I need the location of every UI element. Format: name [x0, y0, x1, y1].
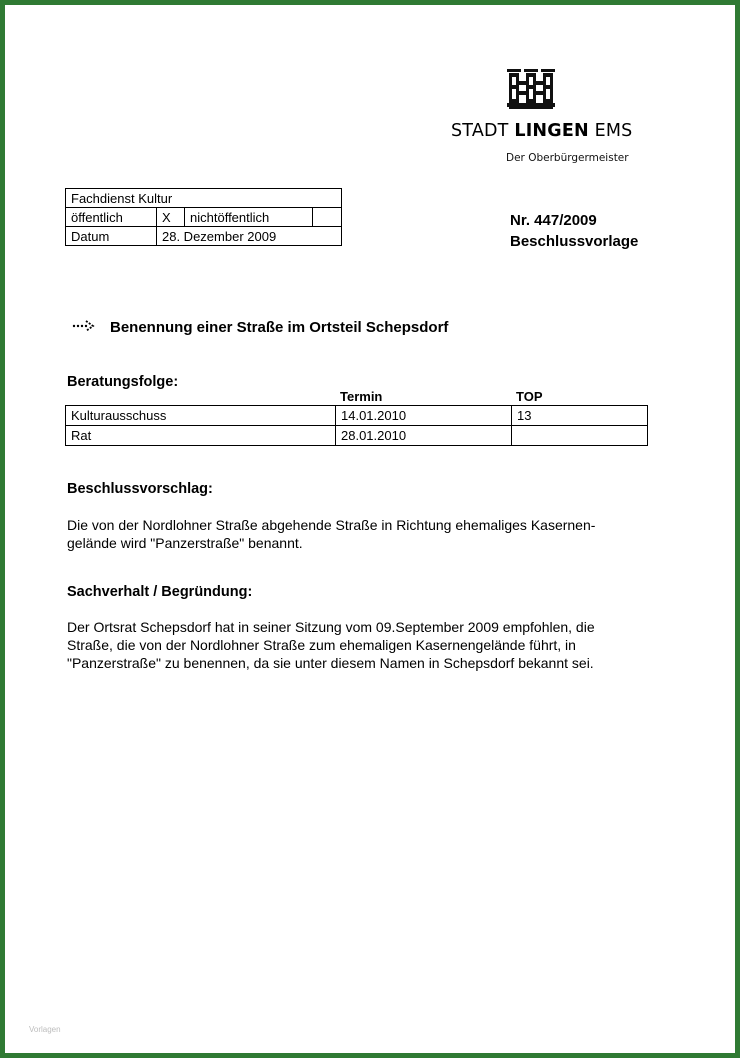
- date-cell: 28.01.2010: [336, 426, 512, 446]
- public-label-cell: öffentlich: [66, 208, 157, 227]
- proposal-line: gelände wird "Panzerstraße" benannt.: [67, 535, 303, 551]
- date-value-cell: 28. Dezember 2009: [157, 227, 342, 246]
- top-column-header: TOP: [516, 389, 543, 404]
- proposal-line: Die von der Nordlohner Straße abgehende Straße in Richtung ehemaliges Kasernen-: [67, 517, 596, 533]
- city-crest-icon: [507, 67, 555, 111]
- public-mark-cell: X: [157, 208, 185, 227]
- consultation-heading: Beratungsfolge:: [67, 374, 179, 390]
- proposal-text: [67, 516, 647, 552]
- date-label-cell: Datum: [66, 227, 157, 246]
- facts-line: Straße, die von der Nordlohner Straße zum ehemaligen Kasernengelände führt, in: [67, 637, 576, 653]
- document-id: [510, 210, 638, 252]
- proposal-heading: Beschlussvorschlag:: [67, 481, 213, 497]
- city-prefix: STADT: [451, 121, 509, 141]
- department-cell: Fachdienst Kultur: [66, 189, 342, 208]
- nonpublic-mark-cell: [313, 208, 342, 227]
- consultation-table: [65, 405, 648, 446]
- city-name-main: LINGEN: [514, 121, 589, 141]
- subject-line: [72, 319, 448, 336]
- top-cell: [512, 426, 648, 446]
- city-suffix: EMS: [594, 121, 633, 141]
- office-title: Der Oberbürgermeister: [506, 152, 629, 164]
- dotted-arrow-icon: [72, 319, 100, 333]
- watermark-label: Vorlagen: [29, 1025, 61, 1034]
- document-number: Nr. 447/2009: [510, 212, 597, 229]
- table-row: [66, 406, 648, 426]
- facts-text: [67, 618, 647, 672]
- facts-line: Der Ortsrat Schepsdorf hat in seiner Sitzung vom 09.September 2009 empfohlen, die: [67, 619, 595, 635]
- body-cell: Rat: [66, 426, 336, 446]
- nonpublic-label-cell: nichtöffentlich: [185, 208, 313, 227]
- document-type: Beschlussvorlage: [510, 233, 639, 250]
- meta-table: [65, 188, 342, 246]
- body-cell: Kulturausschuss: [66, 406, 336, 426]
- facts-line: "Panzerstraße" zu benennen, da sie unter diesem Namen in Schepsdorf bekannt sei.: [67, 655, 594, 671]
- termin-column-header: Termin: [340, 389, 383, 404]
- date-cell: 14.01.2010: [336, 406, 512, 426]
- table-row: [66, 426, 648, 446]
- top-cell: 13: [512, 406, 648, 426]
- city-name: [451, 121, 632, 141]
- facts-heading: Sachverhalt / Begründung:: [67, 584, 253, 600]
- subject-title: Benennung einer Straße im Ortsteil Schepsdorf: [110, 319, 449, 336]
